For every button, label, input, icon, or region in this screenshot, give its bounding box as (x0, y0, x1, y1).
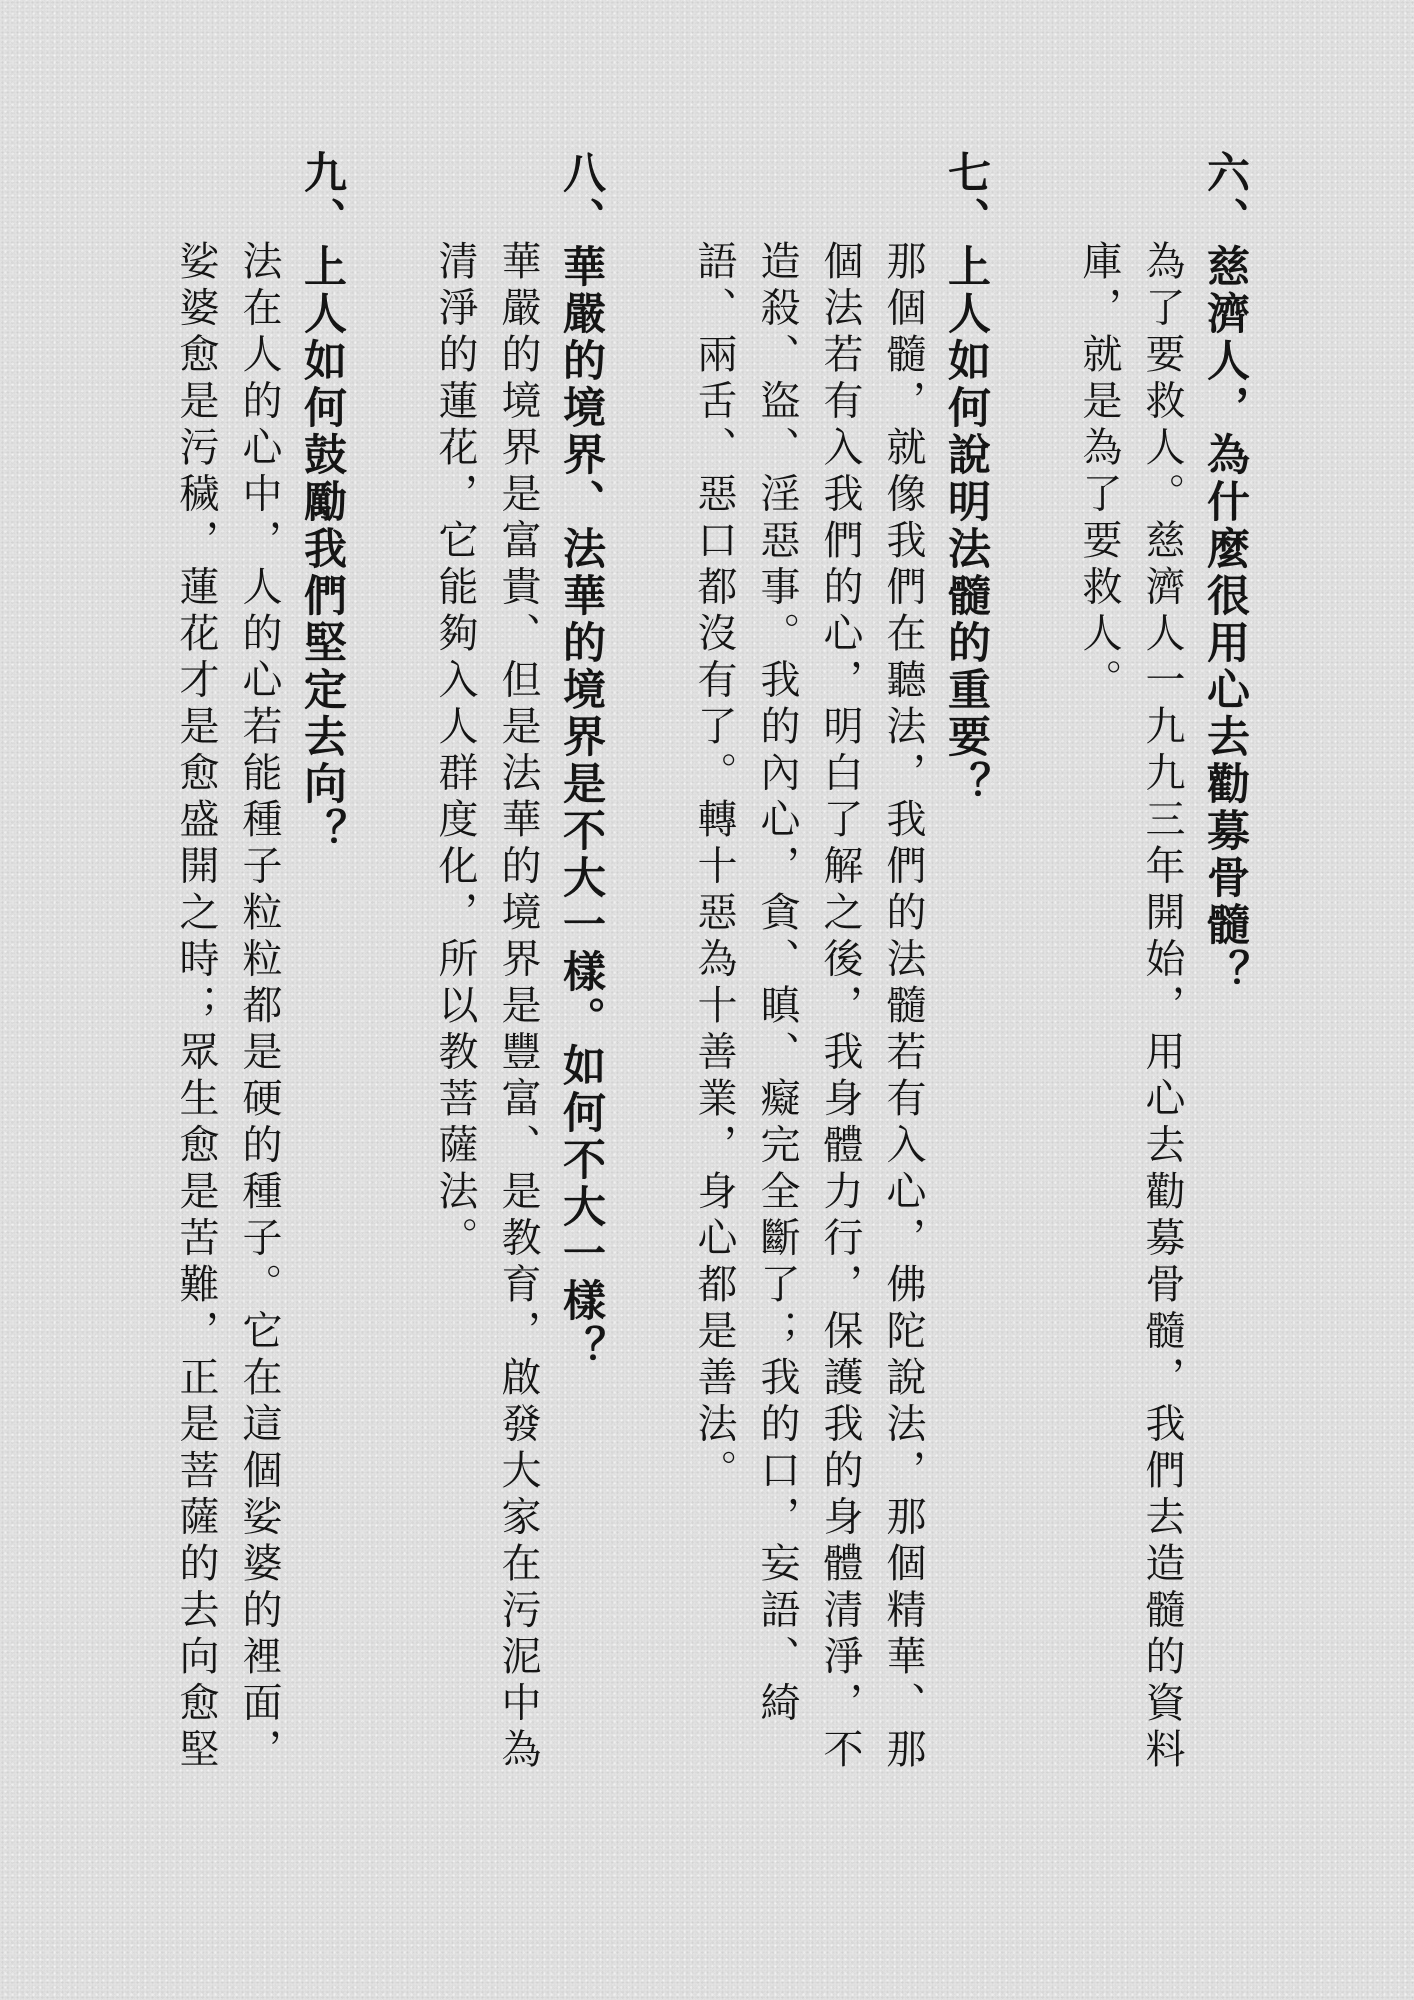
section-9-title: 九、上人如何鼓勵我們堅定去向？ (297, 150, 347, 855)
section-7-title: 七、上人如何說明法髓的重要？ (941, 150, 991, 808)
section-9-line-2: 娑婆愈是污穢，蓮花才是愈盛開之時；眾生愈是苦難，正是菩薩的去向愈堅 (173, 240, 219, 1775)
section-7-line-3: 造殺、盜、淫惡事。我的內心，貪、瞋、癡完全斷了；我的口，妄語、綺 (754, 240, 800, 1728)
section-9-line-1: 法在人的心中，人的心若能種子粒粒都是硬的種子。它在這個娑婆的裡面， (236, 240, 282, 1775)
section-6-title: 六、慈濟人，為什麼很用心去勸募骨髓？ (1200, 150, 1250, 996)
section-7-line-4: 語、兩舌、惡口都沒有了。轉十惡為十善業，身心都是善法。 (691, 240, 737, 1496)
vertical-text-block (164, 150, 1256, 1775)
section-6-line-2: 庫，就是為了要救人。 (1076, 240, 1122, 705)
section-7-line-1: 那個髓，就像我們在聽法，我們的法髓若有入心，佛陀說法，那個精華、那 (880, 240, 926, 1775)
section-9 (164, 150, 353, 1775)
section-7 (682, 150, 997, 1775)
section-6-line-1: 為了要救人。慈濟人一九九三年開始，用心去勸募骨髓，我們去造髓的資料 (1139, 240, 1185, 1775)
section-8-line-2: 清淨的蓮花，它能夠入人群度化，所以教菩薩法。 (432, 240, 478, 1263)
section-8-line-1: 華嚴的境界是富貴、但是法華的境界是豐富、是教育，啟發大家在污泥中為 (495, 240, 541, 1775)
section-7-line-2: 個法若有入我們的心，明白了解之後，我身體力行，保護我的身體清淨，不 (817, 240, 863, 1775)
section-6 (1067, 150, 1256, 1775)
section-8-title: 八、華嚴的境界、法華的境界是不大一樣。如何不大一樣？ (556, 150, 606, 1372)
section-8 (423, 150, 612, 1775)
